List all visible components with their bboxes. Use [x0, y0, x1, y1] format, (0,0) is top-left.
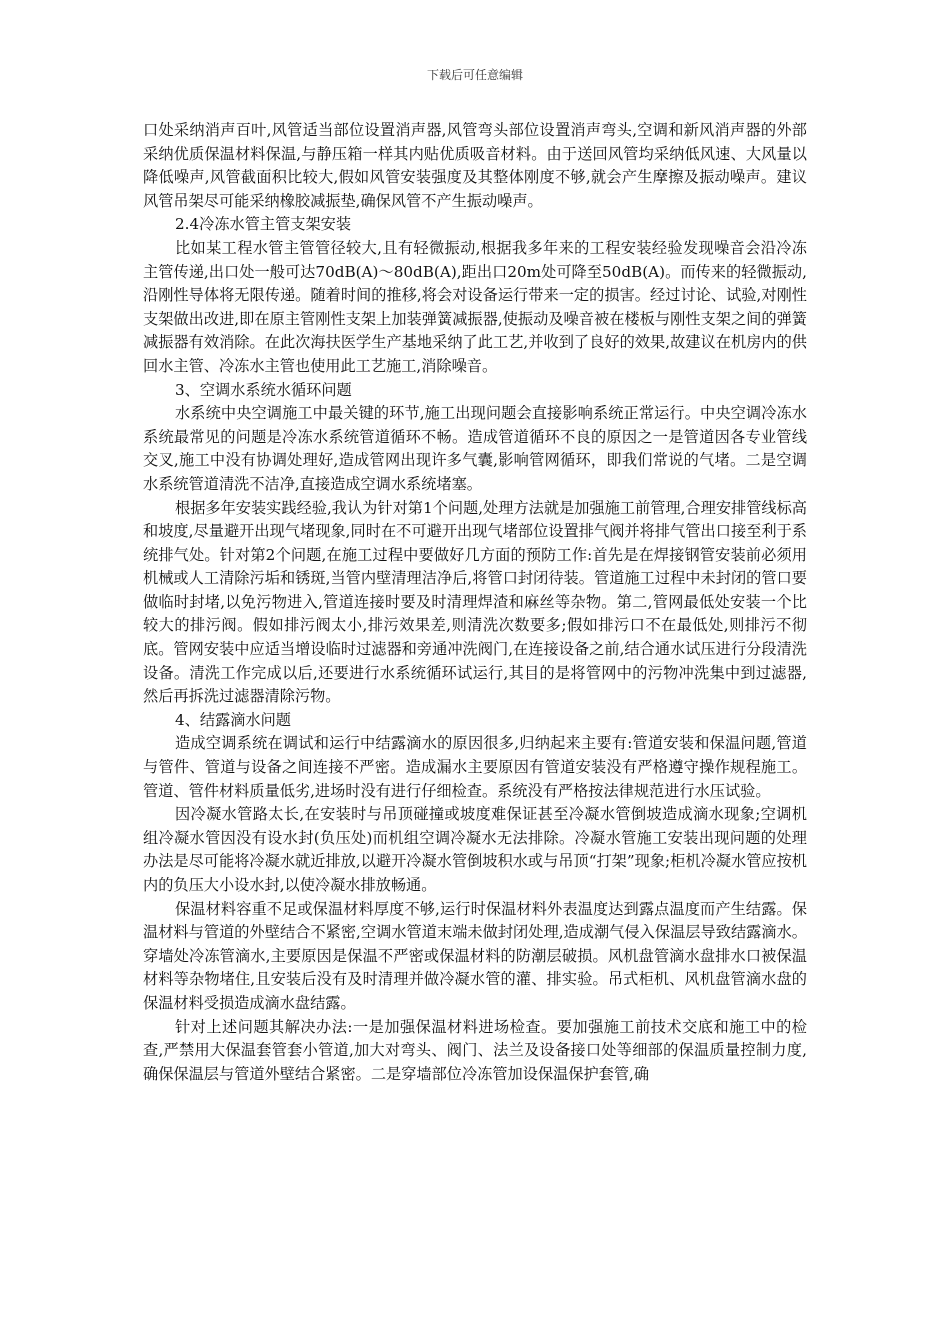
paragraph: 保温材料容重不足或保温材料厚度不够,运行时保温材料外表温度达到露点温度而产生结露。保温材料与管道的外壁结合不紧密,空调水管道末端未做封闭处理,造成潮气侵入保温层导致结露滴水。穿墙处冷冻管滴水,主要原因是保温不严密或保温材料的防潮层破损。风机盘管滴水盘排水口被保温材料等杂物堵住,且安装后没有及时清理并做冷凝水管的灌、排实验。吊式柜机、风机盘管滴水盘的保温材料受损造成滴水盘结露。 — [143, 899, 807, 1012]
section-heading: 3、空调水系统水循环问题 — [175, 380, 352, 399]
paragraph: 根据多年安装实践经验,我认为针对第1个问题,处理方法就是加强施工前管理,合理安排管线标高和坡度,尽量避开出现气堵现象,同时在不可避开出现气堵部位设置排气阀并将排气管出口接至利于系统排气处。针对第2个问题,在施工过程中要做好几方面的预防工作:首先是在焊接钢管安装前必须用机械或人工清除污垢和锈斑,当管内壁清理洁净后,将管口封闭待装。管道施工过程中未封闭的管口要做临时封堵,以免污物进入,管道连接时要及时清理焊渣和麻丝等杂物。第二,管网最低处安装一个比较大的排污阀。假如排污阀太小,排污效果差,则清洗次数要多;假如排污口不在最低处,则排污不彻底。管网安装中应适当增设临时过滤器和旁通冲洗阀门,在连接设备之前,结合通水试压进行分段清洗设备。清洗工作完成以后,还要进行水系统循环试运行,其目的是将管网中的污物冲洗集中到过滤器,然后再拆洗过滤器清除污物。 — [143, 498, 807, 706]
paragraph: 造成空调系统在调试和运行中结露滴水的原因很多,归纳起来主要有:管道安装和保温问题,管道与管件、管道与设备之间连接不严密。造成漏水主要原因有管道安装没有严格遵守操作规程施工。管道、管件材料质量低劣,进场时没有进行仔细检查。系统没有严格按法律规范进行水压试验。 — [143, 734, 807, 800]
paragraph: 水系统中央空调施工中最关键的环节,施工出现问题会直接影响系统正常运行。中央空调冷冻水系统最常见的问题是冷冻水系统管道循环不畅。造成管道循环不良的原因之一是管道因各专业管线交叉,施工中没有协调处理好,造成管网出现许多气囊,影响管网循环，即我们常说的气堵。二是空调水系统管道清洗不洁净,直接造成空调水系统堵塞。 — [143, 404, 807, 493]
paragraph: 比如某工程水管主管管径较大,且有轻微振动,根据我多年来的工程安装经验发现噪音会沿冷冻主管传递,出口处一般可达70dB(A)～80dB(A),距出口20m处可降至50dB(A)。而传来的轻微振动,沿刚性导体将无限传递。随着时间的推移,将会对设备运行带来一定的损害。经过讨论、试验,对刚性支架做出改进,即在原主管刚性支架上加装弹簧减振器,使振动及噪音被在楼板与刚性支架之间的弹簧减振器有效消除。在此次海扶医学生产基地采纳了此工艺,并收到了良好的效果,故建议在机房内的供回水主管、冷冻水主管也使用此工艺施工,消除噪音。 — [143, 238, 807, 375]
section-heading: 2.4冷冻水管主管支架安装 — [175, 215, 352, 234]
paragraph: 针对上述问题其解决办法:一是加强保温材料进场检查。要加强施工前技术交底和施工中的检查,严禁用大保温套管套小管道,加大对弯头、阀门、法兰及设备接口处等细部的保温质量控制力度,确保保温层与管道外壁结合紧密。二是穿墙部位冷冻管加设保温保护套管,确 — [143, 1017, 807, 1083]
paragraph: 因冷凝水管路太长,在安装时与吊顶碰撞或坡度难保证甚至冷凝水管倒坡造成滴水现象;空调机组冷凝水管因没有设水封(负压处)而机组空调冷凝水无法排除。冷凝水管施工安装出现问题的处理办法是尽可能将冷凝水就近排放,以避开冷凝水管倒坡积水或与吊顶“打架”现象;柜机冷凝水管应按机内的负压大小设水封,以使冷凝水排放畅通。 — [143, 805, 807, 894]
page-header: 下载后可任意编辑 — [426, 68, 523, 82]
section-heading: 4、结露滴水问题 — [175, 710, 291, 729]
paragraph: 口处采纳消声百叶,风管适当部位设置消声器,风管弯头部位设置消声弯头,空调和新风消声器的外部采纳优质保温材料保温,与静压箱一样其内贴优质吸音材料。由于送回风管均采纳低风速、大风量以降低噪声,风管截面积比较大,假如风管安装强度及其整体刚度不够,就会产生摩擦及振动噪声。建议风管吊架尽可能采纳橡胶减振垫,确保风管不产生振动噪声。 — [143, 121, 807, 210]
document-body — [143, 119, 807, 1086]
